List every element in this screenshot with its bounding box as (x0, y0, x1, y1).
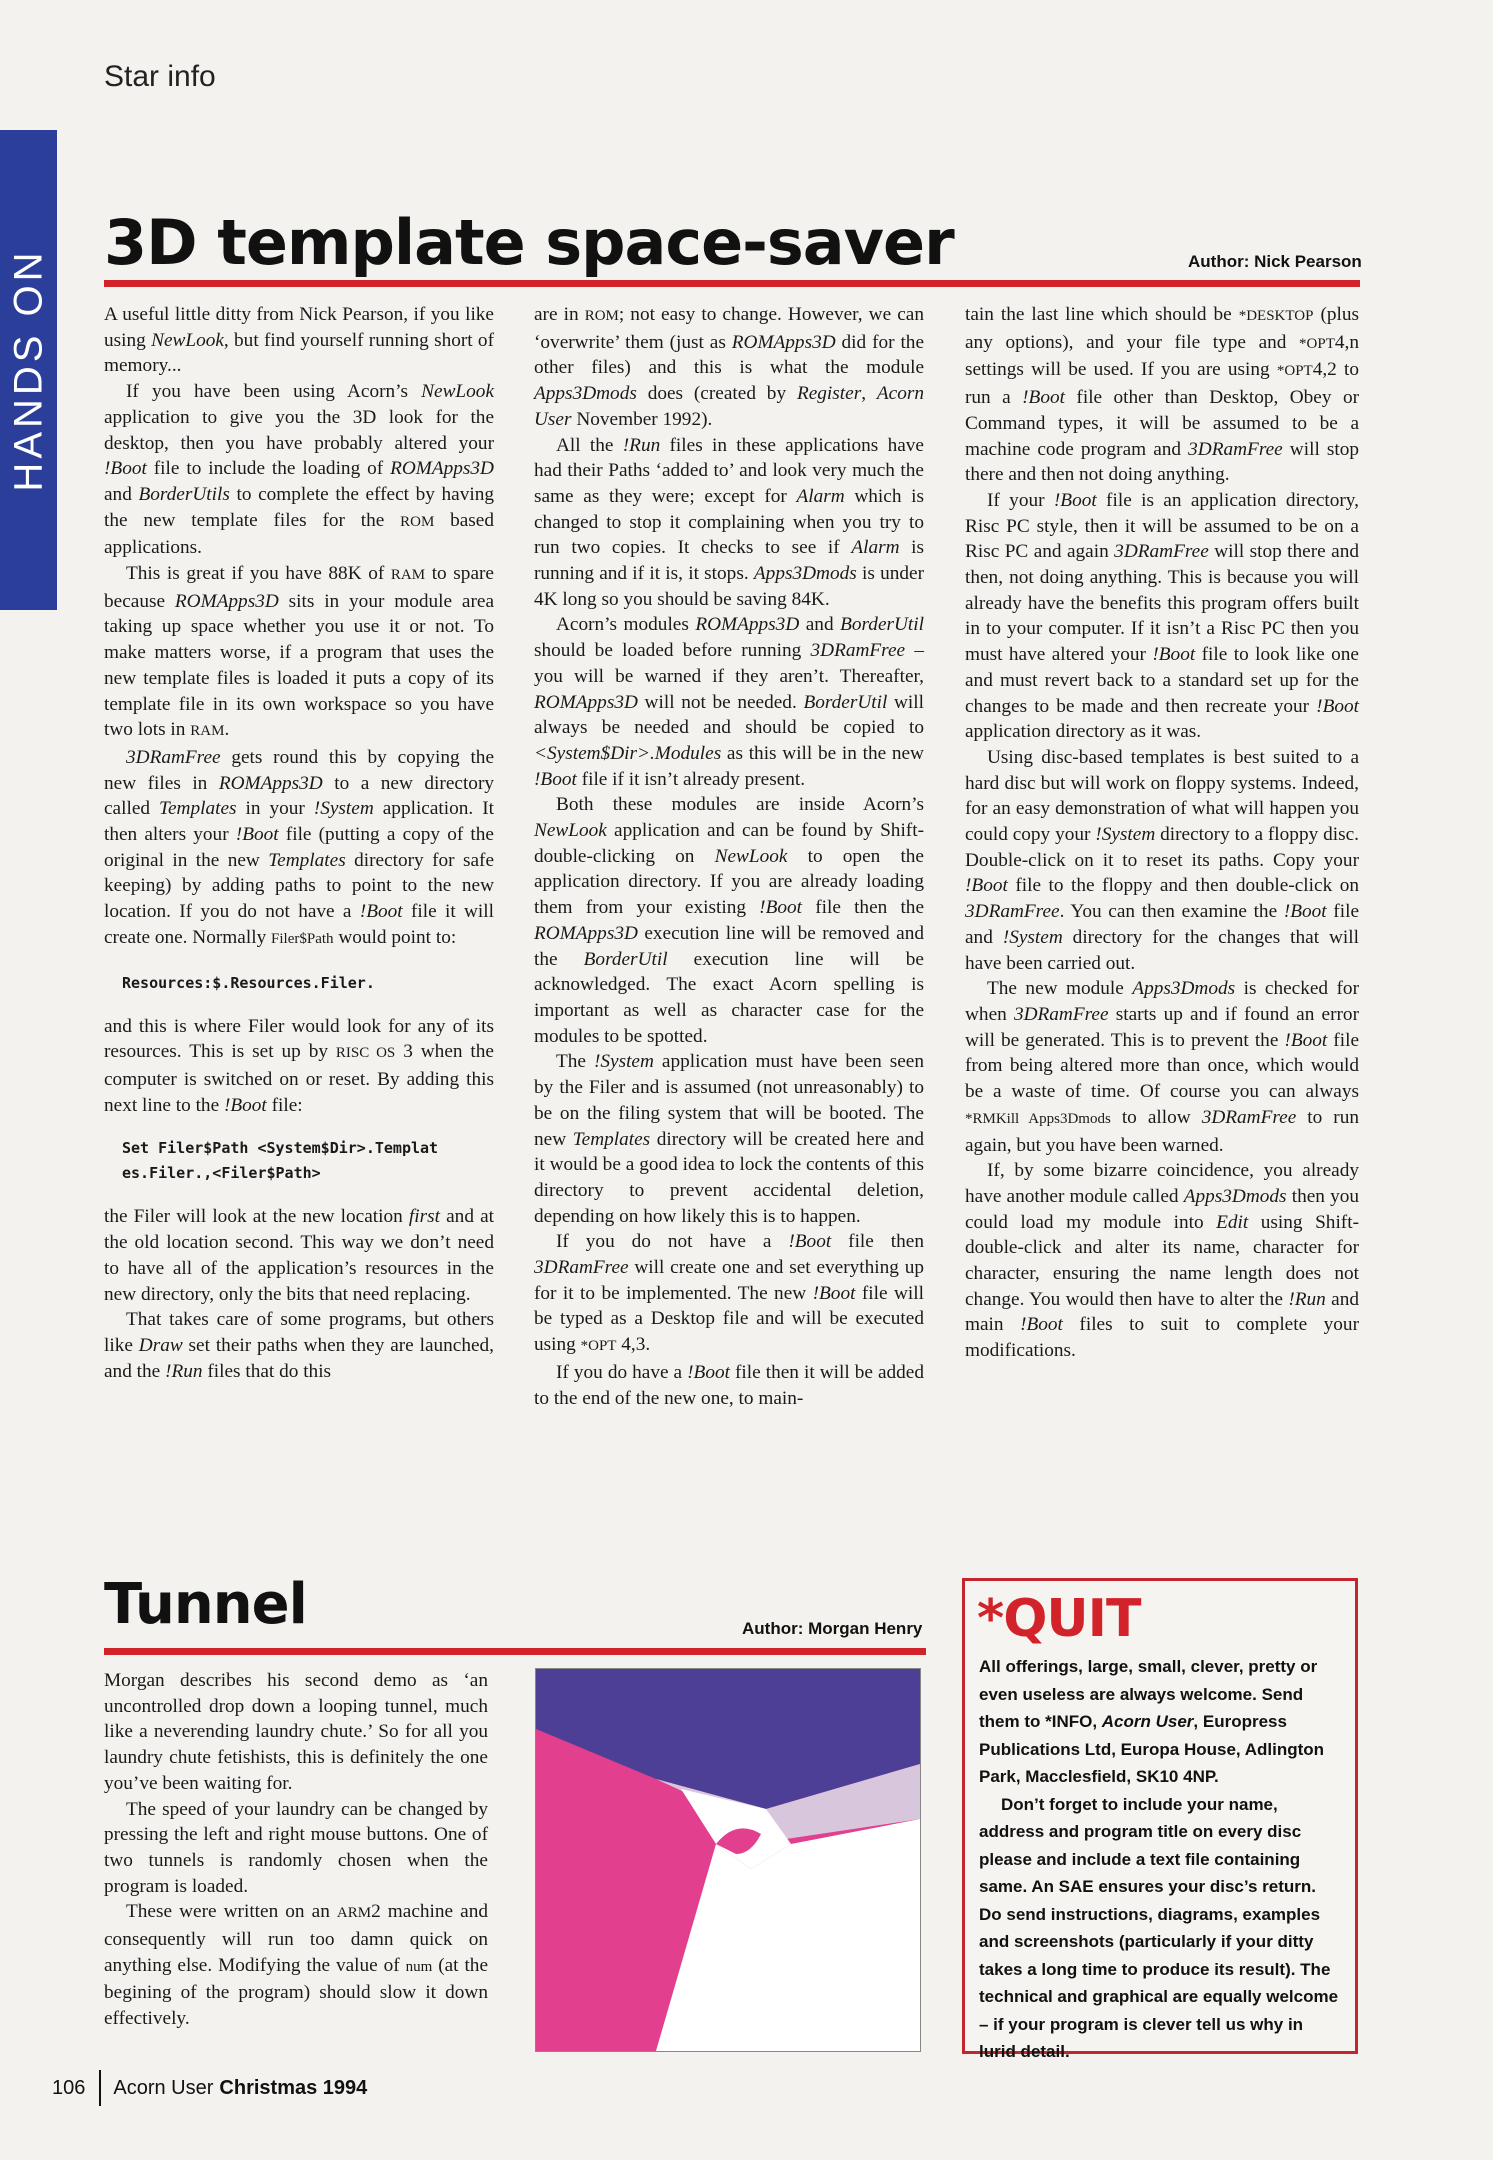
hands-on-label: HANDS ON (6, 248, 50, 492)
paragraph: All offerings, large, small, clever, pretty or even useless are always welcome. Send them to *INFO, Acorn User, Europress Publications Ltd, Europa House, Adlington Park, Macclesfield, SK10 4NP. (979, 1657, 1325, 1786)
tunnel-rule (104, 1648, 926, 1655)
paragraph: If, by some bizarre coincidence, you already have another module called Apps3Dmods then you could load my module into Edit using Shift-double-click and alter its name, character for character, ensuring the name length does not change. You would then have to alter the !Run and main !Boot files to suit to complete your modifications. (965, 1160, 1359, 1362)
article-author-henry: Author: Morgan Henry (742, 1619, 923, 1638)
article-title-3d-template: 3D template space-saver (104, 206, 954, 279)
paragraph: the Filer will look at the new location first and at the old location second. This way we don’t need to have all of the application’s resources in the new directory, only the bits that need replacing. (104, 1206, 494, 1305)
paragraph: The new module Apps3Dmods is checked for when 3DRamFree starts up and if found an error will be generated. This is to prevent the !Boot file from being altered more than once, which would be a waste of time. Of course you can always *RMKill Apps3Dmods to allow 3DRamFree to run again, but you have been warned. (965, 978, 1360, 1156)
hands-on-tab (0, 130, 57, 610)
paragraph: These were written on an ARM2 machine and consequently will run too damn quick on anything else. Modifying the value of num (at the begining of the program) should slow it down effectively. (104, 1901, 488, 2030)
paragraph: Morgan describes his second demo as ‘an uncontrolled drop down a looping tunnel, much like a neverending laundry chute.’ So for all you laundry chute fetishists, this is definitely the one you’ve been waiting for. (104, 1670, 488, 1794)
footer-divider (99, 2070, 101, 2106)
paragraph: If you do not have a !Boot file then 3DRamFree will create one and set everything up for it to be implemented. The new !Boot file will be typed as a Desktop file and will be executed using *OPT 4,3. (534, 1231, 924, 1356)
footer-issue: Christmas 1994 (219, 2076, 368, 2099)
paragraph: Both these modules are inside Acorn’s NewLook application and can be found by Shift-double-clicking on NewLook to open the application directory. If you are already loading them from your existing !Boot file then the ROMApps3D execution line will be removed and the BorderUtil execution line will be acknowledged. The exact Acorn spelling is important as well as character case for the modules to be spotted. (534, 794, 925, 1047)
quit-title: *QUIT (977, 1589, 1141, 1649)
paragraph: If you have been using Acorn’s NewLook application to give you the 3D look for the desktop, then you have probably altered your !Boot file to include the loading of ROMApps3D and BorderUtils to complete the effect by having the new template files for the ROM based applications. (104, 381, 494, 559)
page-number: 106 (52, 2076, 86, 2099)
paragraph: 3DRamFree gets round this by copying the new files in ROMApps3D to a new directory called Templates in your !System application. It then alters your !Boot file (putting a copy of the original in the new Templates directory for safe keeping) by adding paths to point to the new location. If you do not have a !Boot file it will create one. Normally Filer$Path would point to: (104, 746, 495, 948)
paragraph: tain the last line which should be *DESKTOP (plus any options), and your file type and *OPT4,n settings will be used. If you are using *OPT4,2 to run a !Boot file other than Desktop, Obey or Command types, it will be assumed to be a machine code program and 3DRamFree will stop there and then not doing anything. (965, 304, 1360, 486)
quit-box (962, 1578, 1358, 2061)
title-rule (104, 280, 1360, 287)
paragraph: If you do have a !Boot file then it will be added to the end of the new one, to main- (534, 1361, 924, 1409)
article-column-2 (534, 302, 924, 1411)
paragraph: If your !Boot file is an application directory, Risc PC style, then it will be assumed to be on a Risc PC and again 3DRamFree will stop there and then, not doing anything. This is because you will already have the benefits this program offers built in to your computer. If it isn’t a Risc PC then you must have altered your !Boot file to look like one and must revert back to a standard set up for the changes to be made and then recreate your !Boot application directory as it was. (965, 489, 1359, 743)
paragraph: and this is where Filer would look for any of its resources. This is set up by RISC OS 3 when the computer is switched on or reset. By adding this next line to the !Boot file: (104, 1015, 494, 1116)
article-column-1 (104, 302, 494, 1384)
paragraph: Using disc-based templates is best suited to a hard disc but will work on floppy systems. Indeed, for an easy demonstration of what will happen you could copy your !System directory to a floppy disc. Double-click on it to reset its paths. Copy your !Boot file to the floppy and then double-click on 3DRamFree. You can then examine the !Boot file and !System directory for the changes that will have been carried out. (965, 746, 1359, 974)
footer-magazine: Acorn User (113, 2076, 214, 2099)
section-label: Star info (104, 60, 216, 93)
paragraph: A useful little ditty from Nick Pearson, if you like using NewLook, but find yourself running short of memory... (104, 304, 494, 377)
paragraph: The speed of your laundry can be changed by pressing the left and right mouse buttons. One of two tunnels is randomly chosen when the program is loaded. (104, 1798, 488, 1897)
page-footer (52, 2070, 367, 2106)
tunnel-graphic (536, 1669, 920, 2051)
article-author-pearson: Author: Nick Pearson (1188, 252, 1362, 271)
paragraph: That takes care of some programs, but others like Draw set their paths when they are launched, and the !Run files that do this (104, 1309, 494, 1382)
quit-body (979, 1653, 1343, 2066)
paragraph: All the !Run files in these applications have had their Paths ‘added to’ and look very much the same as they were; except for Alarm which is changed to stop it complaining when you try to run two copies. It checks to see if Alarm is running and if it is, it stops. Apps3Dmods is under 4K long so you should be saving 84K. (534, 434, 925, 610)
article-title-tunnel: Tunnel (104, 1572, 307, 1637)
paragraph: The !System application must have been seen by the Filer and is assumed (not unreasonably) to be on the filing system that will be booted. The new Templates directory will be created here and it would be a good idea to lock the contents of this directory to prevent accidental deletion, depending on how likely this is to happen. (534, 1051, 924, 1227)
paragraph: are in ROM; not easy to change. However, we can ‘overwrite’ them (just as ROMApps3D did for the other files) and this is what the module Apps3Dmods does (created by Register, Acorn User November 1992). (534, 304, 925, 430)
paragraph: This is great if you have 88K of RAM to spare because ROMApps3D sits in your module area taking up space whether you use it or not. To make matters worse, if a program that uses the new template files is loaded it puts a copy of its template file in its own workspace so you have two lots in RAM. (104, 563, 495, 741)
paragraph: Set Filer$Path <System$Dir>.Templat es.Filer.,<Filer$Path> (122, 1139, 439, 1183)
paragraph: Don’t forget to include your name, address and program title on every disc please and include a text file containing same. An SAE ensures your disc’s return. Do send instructions, diagrams, examples and screenshots (particularly if your ditty takes a long time to produce its result). The technical and graphical are equally welcome – if your program is clever tell us why in lurid detail. (979, 1794, 1339, 2061)
paragraph: Resources:$.Resources.Filer. (122, 973, 375, 992)
article-column-3 (965, 302, 1359, 1364)
paragraph: Acorn’s modules ROMApps3D and BorderUtil should be loaded before running 3DRamFree – you will be warned if they aren’t. Thereafter, ROMApps3D will not be needed. BorderUtil will always be needed and should be copied to <System$Dir>.Modules as this will be in the new !Boot file if it isn’t already present. (534, 614, 924, 790)
tunnel-column (104, 1668, 488, 2032)
tunnel-screenshot (535, 1668, 921, 2052)
